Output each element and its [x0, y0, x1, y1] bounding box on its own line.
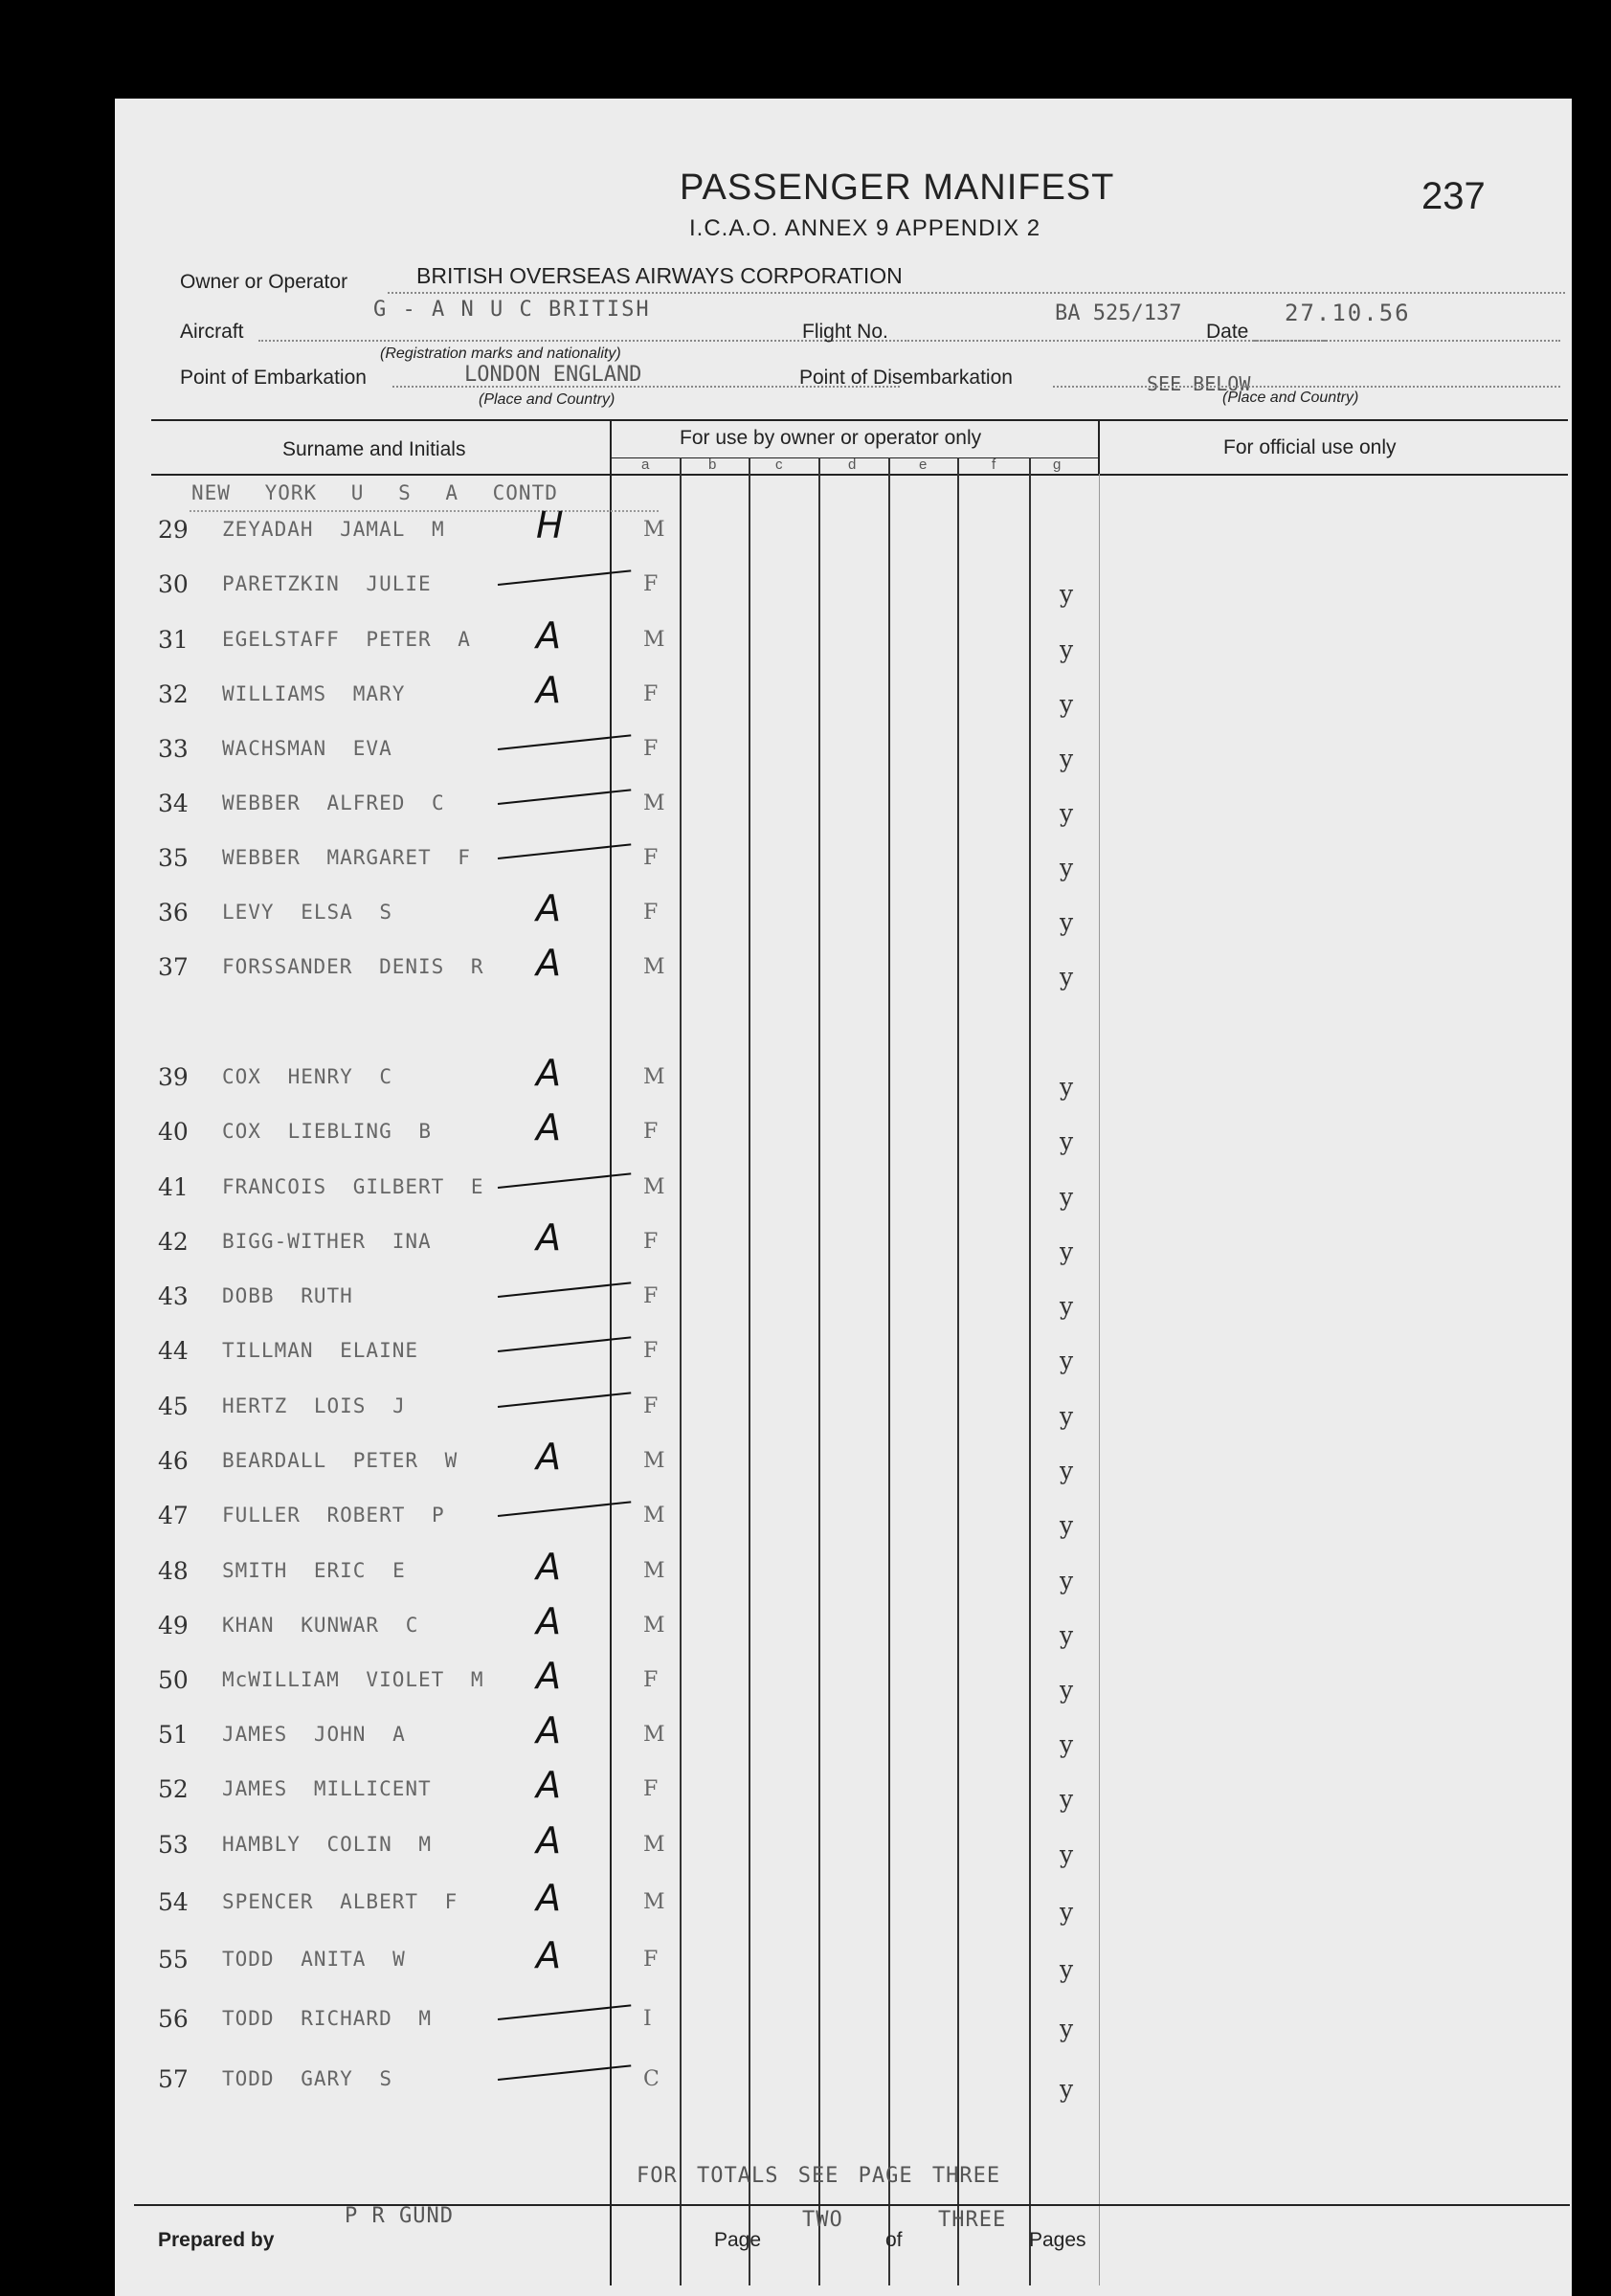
row-number: 42 [158, 1228, 189, 1256]
table-row [115, 1502, 1570, 1549]
row-number: 56 [158, 2005, 189, 2033]
aircraft-label: Aircraft [180, 321, 244, 343]
table-row [115, 2065, 1570, 2113]
row-number: 35 [158, 844, 189, 872]
pen-stroke [498, 569, 631, 586]
passenger-name: HERTZ LOIS J [222, 1394, 406, 1417]
pages-label: Pages [1029, 2229, 1086, 2251]
table-row [115, 570, 1570, 618]
sex-code: C [643, 2067, 660, 2091]
col-name-header: Surname and Initials [282, 438, 466, 460]
passenger-name: FULLER ROBERT P [222, 1504, 445, 1527]
table-row [115, 669, 1570, 728]
pen-stroke [498, 1282, 631, 1298]
sex-code: M [643, 1504, 665, 1527]
row-number: 48 [158, 1557, 189, 1585]
sex-code: F [643, 737, 659, 761]
col-official-header: For official use only [1223, 436, 1397, 458]
sex-code: M [643, 1175, 665, 1199]
pen-stroke [498, 1501, 631, 1517]
column-g-mark: y [1060, 635, 1074, 663]
pen-stroke [498, 789, 631, 805]
handwritten-mark: H [536, 504, 564, 546]
table-row [115, 2005, 1570, 2053]
column-g-mark: y [1060, 799, 1074, 827]
sex-code: F [643, 901, 659, 925]
column-g-mark: y [1060, 1402, 1074, 1430]
subcol-f: f [992, 457, 996, 473]
page-subtitle: I.C.A.O. ANNEX 9 APPENDIX 2 [689, 215, 1041, 241]
sex-code: M [643, 1065, 665, 1089]
column-g-mark: y [1060, 1898, 1074, 1926]
passenger-name: TODD RICHARD M [222, 2007, 433, 2030]
row-number: 45 [158, 1393, 189, 1420]
column-g-mark: y [1060, 1457, 1074, 1484]
sex-code: F [643, 1230, 659, 1254]
sex-code: F [643, 846, 659, 870]
table-row [115, 1216, 1570, 1276]
aircraft-value: G - A N U C BRITISH [373, 298, 651, 322]
table-row [115, 614, 1570, 674]
sex-code: F [643, 1339, 659, 1363]
passenger-name: EGELSTAFF PETER A [222, 628, 471, 651]
section-heading: NEW YORK U S A CONTD [191, 481, 558, 504]
passenger-name: WEBBER ALFRED C [222, 791, 445, 814]
table-row [115, 887, 1570, 947]
subcol-b: b [708, 457, 717, 473]
passenger-name: COX HENRY C [222, 1065, 393, 1088]
row-number: 50 [158, 1666, 189, 1694]
passenger-name: COX LIEBLING B [222, 1120, 433, 1143]
sex-code: F [643, 1948, 659, 1972]
passenger-name: FORSSANDER DENIS R [222, 955, 484, 978]
table-row [115, 1106, 1570, 1166]
disembark-label: Point of Disembarkation [799, 367, 1013, 389]
column-g-mark: y [1060, 580, 1074, 608]
owner-value: BRITISH OVERSEAS AIRWAYS CORPORATION [416, 263, 903, 288]
page-value: TWO [802, 2208, 843, 2232]
column-g-mark: y [1060, 1073, 1074, 1101]
handwritten-mark: A [536, 1934, 561, 1976]
handwritten-mark: A [536, 887, 561, 929]
page-label: Page [714, 2229, 762, 2251]
sex-code: M [643, 1614, 665, 1638]
passenger-name: BEARDALL PETER W [222, 1449, 459, 1472]
handwritten-mark: A [536, 614, 561, 657]
row-number: 40 [158, 1118, 189, 1146]
passenger-name: WEBBER MARGARET F [222, 846, 471, 869]
page-number: 237 [1421, 175, 1486, 217]
sex-code: M [643, 791, 665, 815]
table-row [115, 1764, 1570, 1823]
handwritten-mark: A [536, 1600, 561, 1642]
passenger-name: DOBB RUTH [222, 1284, 353, 1307]
totals-note: FOR TOTALS SEE PAGE THREE [637, 2164, 1001, 2188]
row-number: 46 [158, 1447, 189, 1475]
owner-dotline [388, 292, 1565, 294]
passenger-name: TODD GARY S [222, 2067, 393, 2090]
page-title: PASSENGER MANIFEST [680, 167, 1115, 208]
pen-stroke [498, 2004, 631, 2020]
pen-stroke [498, 734, 631, 750]
column-g-mark: y [1060, 1511, 1074, 1539]
handwritten-mark: A [536, 1709, 561, 1751]
table-row [115, 790, 1570, 837]
row-number: 54 [158, 1888, 189, 1916]
column-g-mark: y [1060, 854, 1074, 881]
flight-label: Flight No. [802, 321, 888, 343]
pen-stroke [498, 1392, 631, 1408]
row-number: 41 [158, 1173, 189, 1201]
sex-code: F [643, 572, 659, 596]
handwritten-mark: A [536, 1436, 561, 1478]
row-number: 37 [158, 953, 189, 981]
sex-code: I [643, 2007, 652, 2031]
column-g-mark: y [1060, 2015, 1074, 2042]
row-number: 30 [158, 570, 189, 598]
table-row [115, 1709, 1570, 1769]
passenger-name: McWILLIAM VIOLET M [222, 1668, 484, 1691]
embark-label: Point of Embarkation [180, 367, 367, 389]
sex-code: F [643, 1394, 659, 1418]
prepared-value: P R GUND [345, 2204, 454, 2228]
table-header-rule [151, 474, 1568, 476]
row-number: 33 [158, 735, 189, 763]
row-number: 43 [158, 1282, 189, 1310]
subcol-d: d [848, 457, 857, 473]
sex-code: M [643, 1890, 665, 1914]
table-row [115, 942, 1570, 1001]
sex-code: M [643, 1723, 665, 1747]
embark-value: LONDON ENGLAND [464, 363, 642, 387]
row-number: 34 [158, 790, 189, 817]
sex-code: M [643, 628, 665, 652]
table-row [115, 1546, 1570, 1605]
passenger-name: PARETZKIN JULIE [222, 572, 432, 595]
table-top-rule [151, 419, 1568, 421]
passenger-name: LEVY ELSA S [222, 901, 393, 924]
table-row [115, 1436, 1570, 1495]
row-number: 55 [158, 1946, 189, 1973]
column-g-mark: y [1060, 908, 1074, 936]
table-row [115, 1934, 1570, 1994]
handwritten-mark: A [536, 1546, 561, 1588]
sex-code: M [643, 955, 665, 979]
passenger-name: SPENCER ALBERT F [222, 1890, 459, 1913]
table-row [115, 1600, 1570, 1660]
prepared-label: Prepared by [158, 2229, 275, 2251]
table-row [115, 1877, 1570, 1936]
table-row [115, 1337, 1570, 1385]
column-g-mark: y [1060, 1567, 1074, 1594]
passenger-name: TILLMAN ELAINE [222, 1339, 419, 1362]
handwritten-mark: A [536, 669, 561, 711]
handwritten-mark: A [536, 1052, 561, 1094]
row-number: 51 [158, 1721, 189, 1749]
column-g-mark: y [1060, 1127, 1074, 1155]
handwritten-mark: A [536, 1655, 561, 1697]
table-row [115, 844, 1570, 892]
table-row [115, 1052, 1570, 1111]
sex-code: M [643, 1833, 665, 1857]
column-g-mark: y [1060, 745, 1074, 772]
sex-code: F [643, 1284, 659, 1308]
disembark-value: SEE BELOW [1147, 372, 1251, 395]
registration-note: (Registration marks and nationality) [380, 346, 621, 362]
passenger-name: FRANCOIS GILBERT E [222, 1175, 484, 1198]
date-dotline [1254, 340, 1560, 342]
table-row [115, 1173, 1570, 1221]
pen-stroke [498, 1336, 631, 1352]
sex-code: F [643, 1668, 659, 1692]
row-number: 31 [158, 626, 189, 654]
handwritten-mark: A [536, 1106, 561, 1148]
owner-label: Owner or Operator [180, 271, 348, 293]
passenger-name: TODD ANITA W [222, 1948, 406, 1971]
row-number: 29 [158, 516, 189, 544]
col-owner-header: For use by owner or operator only [680, 427, 982, 449]
row-number: 44 [158, 1337, 189, 1365]
embark-note: (Place and Country) [479, 391, 615, 408]
subcol-a: a [641, 457, 650, 473]
column-g-mark: y [1060, 1347, 1074, 1374]
table-row [115, 1393, 1570, 1440]
sex-code: F [643, 1777, 659, 1801]
table-row [115, 735, 1570, 783]
passenger-name: JAMES MILLICENT [222, 1777, 432, 1800]
table-row [115, 1282, 1570, 1330]
disembark-note: (Place and Country) [1222, 390, 1359, 406]
column-g-mark: y [1060, 1183, 1074, 1211]
sex-code: F [643, 682, 659, 706]
passenger-name: SMITH ERIC E [222, 1559, 406, 1582]
handwritten-mark: A [536, 942, 561, 984]
col-divider-official [1098, 419, 1100, 475]
table-row [115, 1819, 1570, 1879]
subcol-g: g [1053, 457, 1062, 473]
column-g-mark: y [1060, 1955, 1074, 1983]
handwritten-mark: A [536, 1764, 561, 1806]
table-row [115, 1655, 1570, 1714]
subcol-c: c [775, 457, 783, 473]
row-number: 49 [158, 1612, 189, 1639]
row-number: 52 [158, 1775, 189, 1803]
pen-stroke [498, 2064, 631, 2081]
column-g-mark: y [1060, 1785, 1074, 1813]
pen-stroke [498, 843, 631, 859]
manifest-sheet [115, 99, 1572, 2296]
row-number: 47 [158, 1502, 189, 1529]
column-g-mark: y [1060, 1840, 1074, 1868]
flight-value: BA 525/137 [1055, 301, 1182, 325]
pen-stroke [498, 1172, 631, 1189]
section-heading-dotline [190, 510, 659, 512]
row-number: 39 [158, 1063, 189, 1091]
sex-code: M [643, 1559, 665, 1583]
row-number: 53 [158, 1831, 189, 1859]
row-number: 36 [158, 899, 189, 926]
column-g-mark: y [1060, 1730, 1074, 1758]
passenger-name: ZEYADAH JAMAL M [222, 518, 445, 541]
column-g-mark: y [1060, 1676, 1074, 1704]
disembark-dotline [1053, 386, 1560, 388]
sex-code: M [643, 1449, 665, 1473]
column-g-mark: y [1060, 963, 1074, 991]
column-g-mark: y [1060, 1292, 1074, 1320]
subcol-e: e [919, 457, 928, 473]
date-value: 27.10.56 [1285, 300, 1411, 326]
row-number: 57 [158, 2065, 189, 2093]
handwritten-mark: A [536, 1216, 561, 1259]
column-g-mark: y [1060, 690, 1074, 718]
passenger-name: WILLIAMS MARY [222, 682, 406, 705]
date-label: Date [1206, 321, 1249, 343]
passenger-name: JAMES JOHN A [222, 1723, 406, 1746]
passenger-name: HAMBLY COLIN M [222, 1833, 433, 1856]
of-value: THREE [938, 2208, 1007, 2232]
table-row [115, 504, 1570, 564]
sex-code: M [643, 518, 665, 542]
sex-code: F [643, 1120, 659, 1144]
passenger-name: BIGG-WITHER INA [222, 1230, 432, 1253]
handwritten-mark: A [536, 1877, 561, 1919]
column-g-mark: y [1060, 1237, 1074, 1265]
column-g-mark: y [1060, 2075, 1074, 2103]
passenger-name: KHAN KUNWAR C [222, 1614, 419, 1637]
of-label: of [885, 2229, 903, 2251]
passenger-name: WACHSMAN EVA [222, 737, 392, 760]
handwritten-mark: A [536, 1819, 561, 1861]
row-number: 32 [158, 680, 189, 708]
column-g-mark: y [1060, 1621, 1074, 1649]
